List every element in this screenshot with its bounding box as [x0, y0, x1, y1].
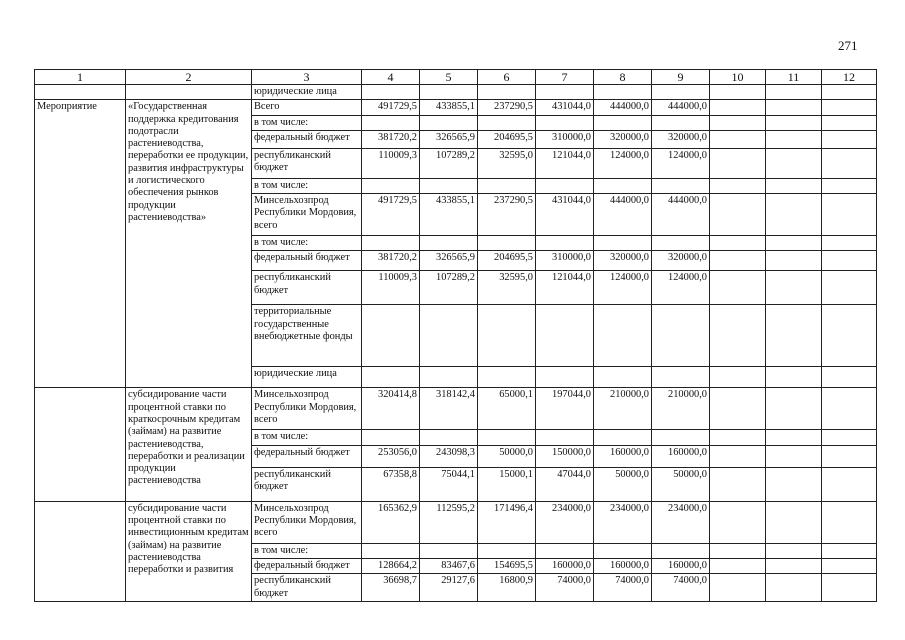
value-col-9: 124000,0 [652, 148, 710, 178]
empty-col-10 [710, 430, 766, 445]
empty-col-11 [766, 367, 822, 388]
empty-col-11 [766, 194, 822, 236]
header-col-11: 11 [766, 70, 822, 85]
table-row [35, 501, 877, 543]
empty-col-12 [822, 236, 877, 251]
value-col-4: 67358,8 [362, 467, 420, 501]
value-col-8: 210000,0 [594, 388, 652, 430]
value-col-9: 160000,0 [652, 559, 710, 574]
row-label: в том числе: [252, 430, 362, 445]
value-col-5 [420, 305, 478, 367]
empty-col-12 [822, 148, 877, 178]
value-col-8: 444000,0 [594, 194, 652, 236]
value-col-7: 121044,0 [536, 271, 594, 305]
empty-col-12 [822, 501, 877, 543]
value-col-7: 47044,0 [536, 467, 594, 501]
empty-col-11 [766, 501, 822, 543]
value-col-4: 320414,8 [362, 388, 420, 430]
empty-col-12 [822, 543, 877, 558]
row-label: в том числе: [252, 543, 362, 558]
value-col-8: 234000,0 [594, 501, 652, 543]
value-col-8: 160000,0 [594, 559, 652, 574]
empty-col-12 [822, 467, 877, 501]
header-col-6: 6 [478, 70, 536, 85]
value-col-9: 320000,0 [652, 130, 710, 148]
empty-col-11 [766, 148, 822, 178]
value-col-6: 171496,4 [478, 501, 536, 543]
value-col-4 [362, 178, 420, 193]
value-col-7: 431044,0 [536, 100, 594, 115]
row-label: республиканский бюджет [252, 467, 362, 501]
empty-col-12 [822, 271, 877, 305]
value-col-5: 29127,6 [420, 574, 478, 602]
header-col-2: 2 [126, 70, 252, 85]
row-label: юридические лица [252, 367, 362, 388]
row-label: федеральный бюджет [252, 559, 362, 574]
value-col-5: 433855,1 [420, 100, 478, 115]
value-col-9: 444000,0 [652, 194, 710, 236]
row-label: в том числе: [252, 178, 362, 193]
value-col-7: 310000,0 [536, 130, 594, 148]
value-col-7 [536, 305, 594, 367]
value-col-6: 32595,0 [478, 148, 536, 178]
value-col-5 [420, 543, 478, 558]
value-col-4 [362, 543, 420, 558]
value-col-5: 75044,1 [420, 467, 478, 501]
empty-col-10 [710, 100, 766, 115]
value-col-4: 36698,7 [362, 574, 420, 602]
value-col-8 [594, 430, 652, 445]
value-col-4: 381720,2 [362, 251, 420, 271]
empty-col-11 [766, 130, 822, 148]
value-col-6: 65000,1 [478, 388, 536, 430]
value-col-8 [594, 115, 652, 130]
row-label: Минсельхозпрод Республики Мордовия, всего [252, 194, 362, 236]
value-col-8 [594, 305, 652, 367]
value-col-9 [652, 367, 710, 388]
header-row [35, 70, 877, 85]
value-col-6: 15000,1 [478, 467, 536, 501]
header-col-5: 5 [420, 70, 478, 85]
value-col-4 [362, 367, 420, 388]
value-col-6: 154695,5 [478, 559, 536, 574]
value-col-6: 16800,9 [478, 574, 536, 602]
header-col-4: 4 [362, 70, 420, 85]
empty-col-10 [710, 178, 766, 193]
value-col-6 [478, 236, 536, 251]
page-number: 271 [838, 38, 858, 53]
value-col-4 [362, 430, 420, 445]
empty-col-12 [822, 367, 877, 388]
row-label: республиканский бюджет [252, 574, 362, 602]
value-col-5 [420, 236, 478, 251]
table-row [35, 388, 877, 430]
value-col-7 [536, 178, 594, 193]
value-col-9: 320000,0 [652, 251, 710, 271]
empty-col-10 [710, 271, 766, 305]
row-label: Минсельхозпрод Республики Мордовия, всего [252, 388, 362, 430]
value-col-7: 234000,0 [536, 501, 594, 543]
empty-col-12 [822, 130, 877, 148]
value-col-6: 237290,5 [478, 194, 536, 236]
value-col-5: 433855,1 [420, 194, 478, 236]
value-col-7 [536, 543, 594, 558]
empty-col-11 [766, 115, 822, 130]
empty-col-10 [710, 543, 766, 558]
value-col-9 [652, 236, 710, 251]
table-body [35, 70, 877, 602]
value-col-9 [652, 115, 710, 130]
value-col-9: 444000,0 [652, 100, 710, 115]
empty-col-12 [822, 574, 877, 602]
empty-col-11 [766, 100, 822, 115]
value-col-5: 243098,3 [420, 445, 478, 467]
value-col-9 [652, 178, 710, 193]
empty-col-10 [710, 559, 766, 574]
value-col-4: 491729,5 [362, 194, 420, 236]
measure-type [35, 388, 126, 501]
value-col-7: 121044,0 [536, 148, 594, 178]
empty-col-12 [822, 194, 877, 236]
row-label: в том числе: [252, 115, 362, 130]
value-col-9 [652, 430, 710, 445]
empty-col-11 [766, 178, 822, 193]
value-col-6 [478, 305, 536, 367]
value-col-6: 237290,5 [478, 100, 536, 115]
row-label: федеральный бюджет [252, 445, 362, 467]
cell-c1 [35, 85, 126, 100]
empty-col-12 [822, 430, 877, 445]
value-col-7: 150000,0 [536, 445, 594, 467]
value-col-8: 320000,0 [594, 130, 652, 148]
empty-col-10 [710, 445, 766, 467]
measure-type: Мероприятие [35, 100, 126, 388]
row-label: юридические лица [252, 85, 362, 100]
value-col-6 [478, 115, 536, 130]
empty-col-10 [710, 236, 766, 251]
value-col-4: 381720,2 [362, 130, 420, 148]
value-col-6: 50000,0 [478, 445, 536, 467]
empty-col-10 [710, 574, 766, 602]
row-label: федеральный бюджет [252, 130, 362, 148]
value-col-9: 124000,0 [652, 271, 710, 305]
empty-col-10 [710, 194, 766, 236]
row-label: республиканский бюджет [252, 148, 362, 178]
header-col-7: 7 [536, 70, 594, 85]
empty-col-10 [710, 501, 766, 543]
header-col-12: 12 [822, 70, 877, 85]
value-col-4: 491729,5 [362, 100, 420, 115]
header-col-3: 3 [252, 70, 362, 85]
value-col-9: 210000,0 [652, 388, 710, 430]
value-col-5 [420, 430, 478, 445]
value-col-6: 204695,5 [478, 130, 536, 148]
value-col-8: 50000,0 [594, 467, 652, 501]
value-col-5: 318142,4 [420, 388, 478, 430]
value-col-7 [536, 430, 594, 445]
value-col-7: 431044,0 [536, 194, 594, 236]
measure-name: субсидирование части процентной ставки по инвестиционным кредитам (займам) на развитие растениеводства переработки и развития [126, 501, 252, 601]
header-col-10: 10 [710, 70, 766, 85]
value-col-9: 160000,0 [652, 445, 710, 467]
cell-c2 [126, 85, 252, 100]
empty-col-10 [710, 115, 766, 130]
empty-col-11 [766, 271, 822, 305]
header-col-8: 8 [594, 70, 652, 85]
value-col-6: 32595,0 [478, 271, 536, 305]
empty-col-10 [710, 367, 766, 388]
value-col-7 [536, 367, 594, 388]
value-col-9 [652, 543, 710, 558]
empty-col-12 [822, 100, 877, 115]
empty-col-11 [766, 430, 822, 445]
value-col-7 [536, 236, 594, 251]
value-col-9: 74000,0 [652, 574, 710, 602]
value-col-8: 74000,0 [594, 574, 652, 602]
row-label: в том числе: [252, 236, 362, 251]
row-label: территориальные государственные внебюджетные фонды [252, 305, 362, 367]
value-col-4 [362, 236, 420, 251]
empty-col-11 [766, 574, 822, 602]
value-col-8: 124000,0 [594, 148, 652, 178]
empty-col-12 [822, 115, 877, 130]
header-col-9: 9 [652, 70, 710, 85]
value-col-7: 74000,0 [536, 574, 594, 602]
value-col-9: 234000,0 [652, 501, 710, 543]
empty-col-11 [766, 445, 822, 467]
value-col-6: 204695,5 [478, 251, 536, 271]
value-col-4: 110009,3 [362, 271, 420, 305]
empty-col-11 [766, 236, 822, 251]
value-col-5: 107289,2 [420, 148, 478, 178]
value-col-9: 50000,0 [652, 467, 710, 501]
value-col-5 [420, 115, 478, 130]
value-col-4 [362, 305, 420, 367]
value-col-8: 160000,0 [594, 445, 652, 467]
table-row [35, 100, 877, 115]
empty-col-10 [710, 388, 766, 430]
value-col-7: 160000,0 [536, 559, 594, 574]
empty-col-10 [710, 467, 766, 501]
value-col-8: 320000,0 [594, 251, 652, 271]
empty-col-12 [822, 445, 877, 467]
empty-col-11 [766, 305, 822, 367]
row-label: федеральный бюджет [252, 251, 362, 271]
empty-col-10 [710, 251, 766, 271]
value-col-5: 326565,9 [420, 251, 478, 271]
header-col-1: 1 [35, 70, 126, 85]
empty-col-12 [822, 305, 877, 367]
value-col-8 [594, 367, 652, 388]
row-label: Минсельхозпрод Республики Мордовия, всего [252, 501, 362, 543]
value-col-5 [420, 367, 478, 388]
table-row [35, 85, 877, 100]
row-label: Всего [252, 100, 362, 115]
value-col-4: 165362,9 [362, 501, 420, 543]
empty-col-12 [822, 388, 877, 430]
value-col-5: 83467,6 [420, 559, 478, 574]
row-label: республиканский бюджет [252, 271, 362, 305]
value-col-6 [478, 367, 536, 388]
value-col-4: 253056,0 [362, 445, 420, 467]
value-col-5 [420, 178, 478, 193]
empty-col-12 [822, 559, 877, 574]
budget-table [34, 69, 877, 602]
empty-col-12 [822, 178, 877, 193]
empty-col-10 [710, 148, 766, 178]
empty-col-11 [766, 251, 822, 271]
value-col-5: 107289,2 [420, 271, 478, 305]
value-col-8 [594, 178, 652, 193]
value-col-4: 110009,3 [362, 148, 420, 178]
value-col-8 [594, 236, 652, 251]
value-col-6 [478, 430, 536, 445]
measure-type [35, 501, 126, 601]
empty-col-10 [710, 305, 766, 367]
value-col-5: 112595,2 [420, 501, 478, 543]
empty-col-11 [766, 543, 822, 558]
empty-col-11 [766, 467, 822, 501]
value-col-6 [478, 178, 536, 193]
value-col-7: 310000,0 [536, 251, 594, 271]
empty-col-10 [710, 130, 766, 148]
value-col-5: 326565,9 [420, 130, 478, 148]
value-col-4: 128664,2 [362, 559, 420, 574]
value-col-7: 197044,0 [536, 388, 594, 430]
empty-col-11 [766, 559, 822, 574]
value-col-8: 124000,0 [594, 271, 652, 305]
value-col-6 [478, 543, 536, 558]
empty-col-12 [822, 251, 877, 271]
value-col-4 [362, 115, 420, 130]
value-col-7 [536, 115, 594, 130]
value-col-9 [652, 305, 710, 367]
empty-col-11 [766, 388, 822, 430]
measure-name: «Государственная поддержка кредитования подотрасли растениеводства, переработки ее продукции, развития инфраструктуры и логистического обеспечения рынков продукции растениеводства» [126, 100, 252, 388]
value-col-8: 444000,0 [594, 100, 652, 115]
measure-name: субсидирование части процентной ставки по краткосрочным кредитам (займам) на развитие растениеводства, переработки и реализации продукции растениеводства [126, 388, 252, 501]
value-col-8 [594, 543, 652, 558]
